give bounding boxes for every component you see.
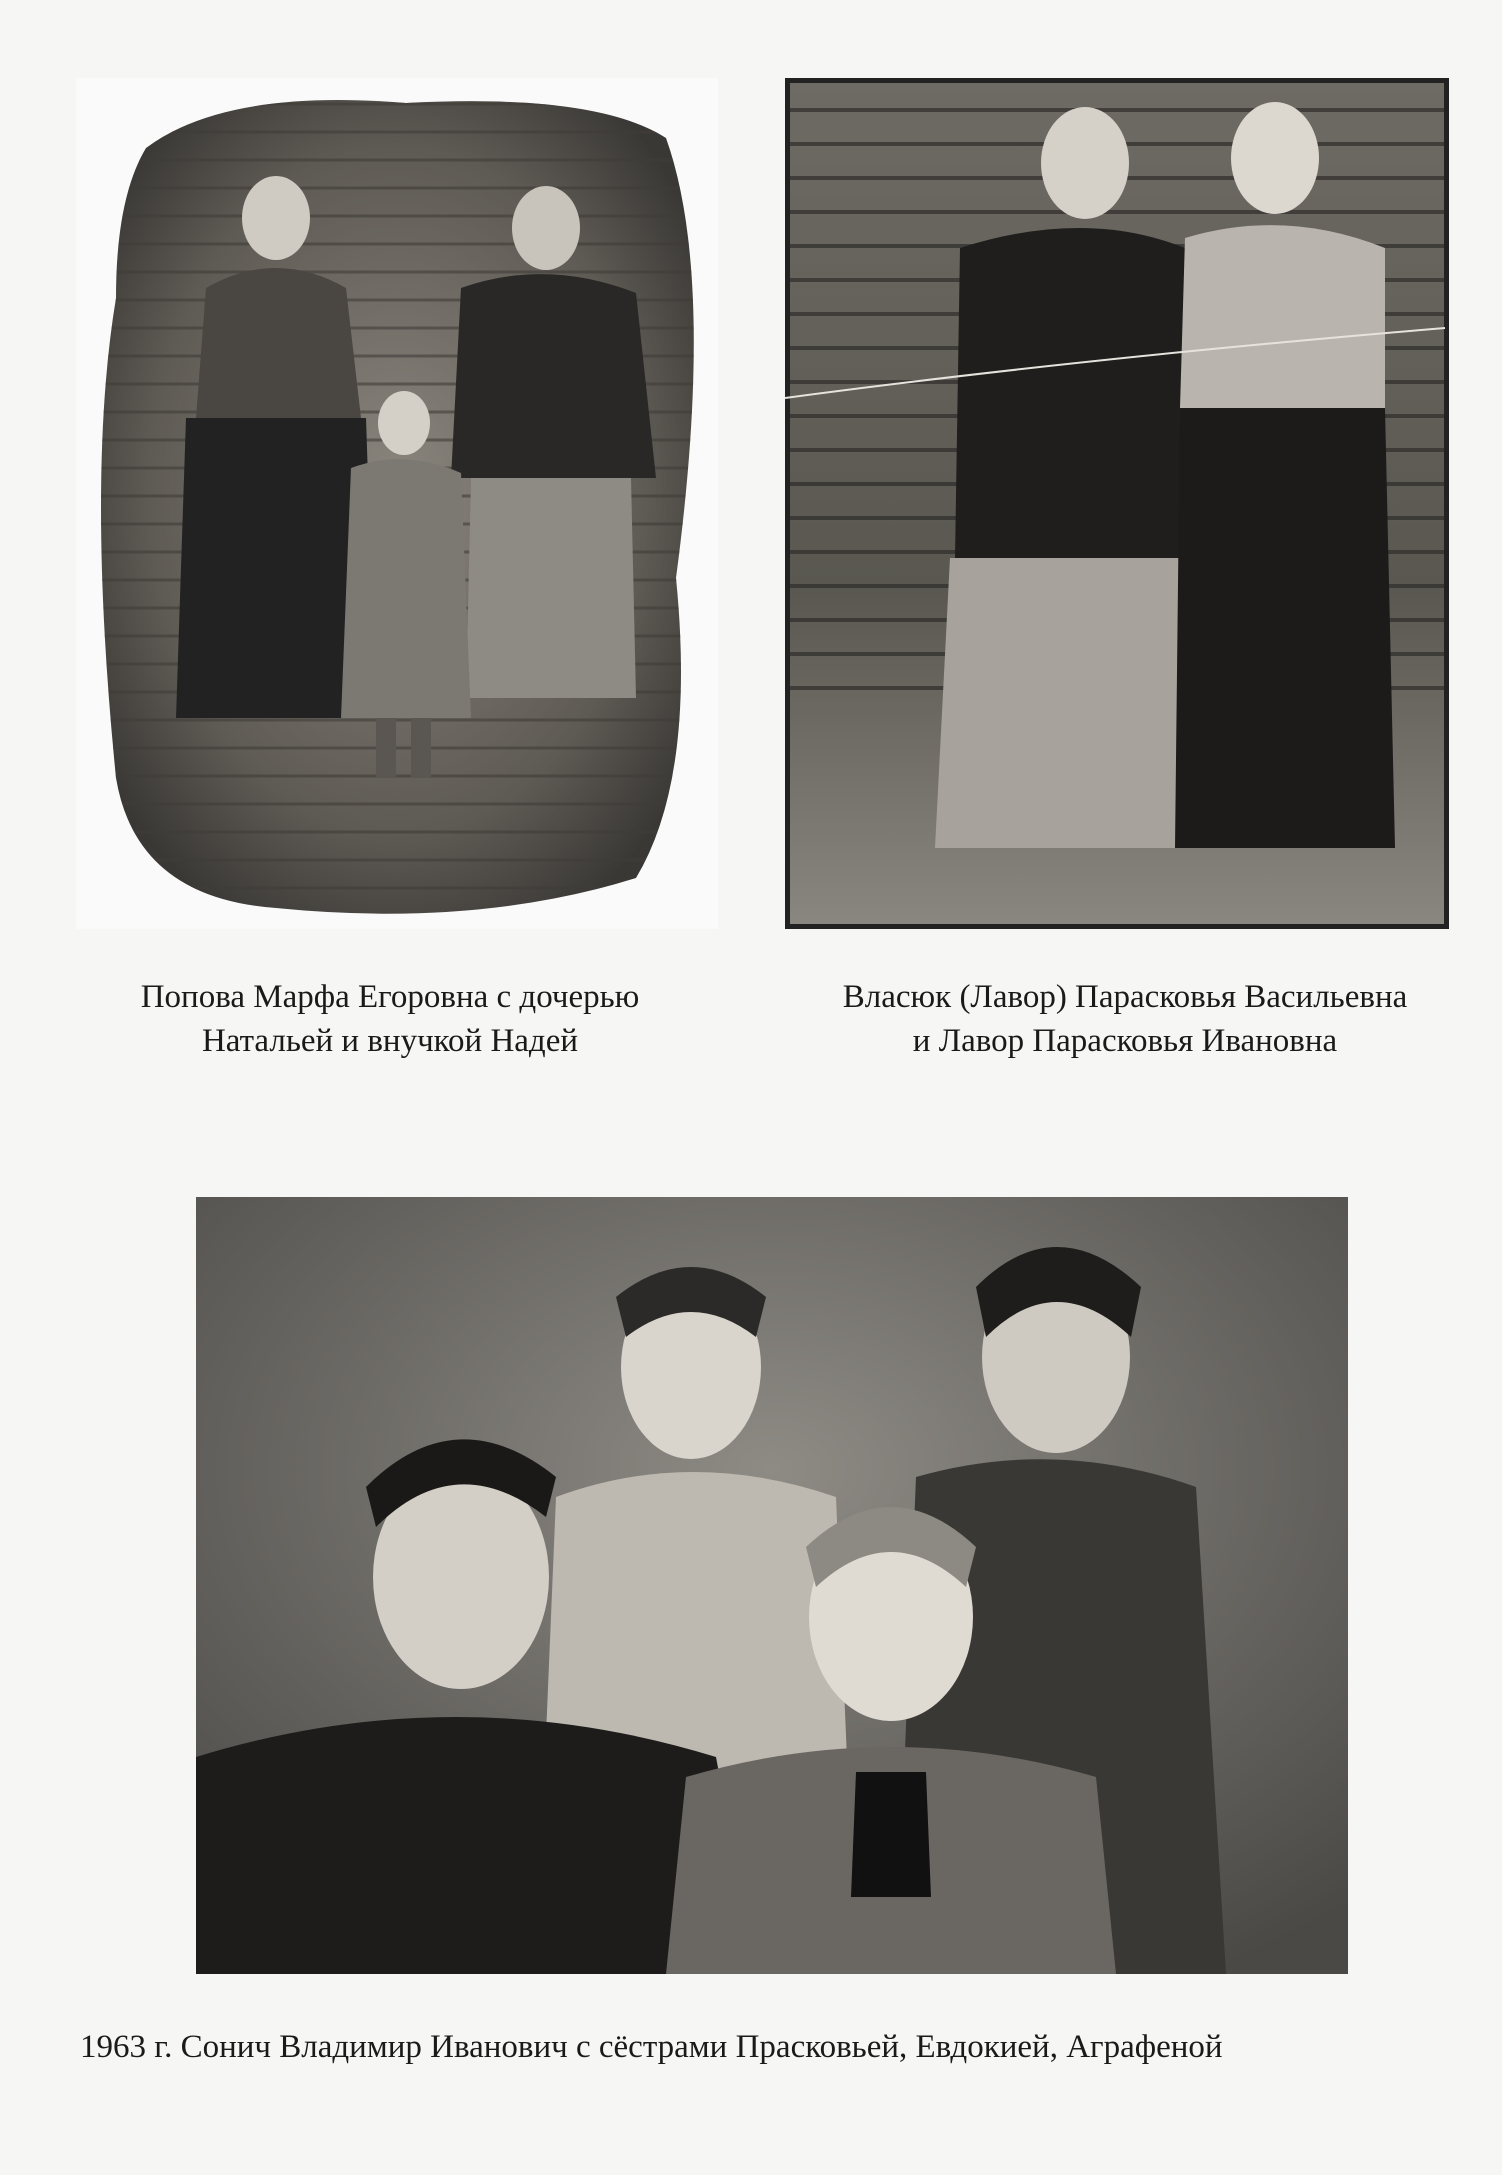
- caption-line: и Лавор Парасковья Ивановна: [912, 1023, 1338, 1059]
- caption-family-three: [70, 975, 710, 1063]
- caption-line: Натальей и внучкой Надей: [201, 1023, 579, 1059]
- photo-family-three-image: [76, 78, 718, 929]
- caption-two-women: [780, 975, 1470, 1063]
- photo-siblings-1963: [196, 1197, 1348, 1974]
- photo-two-women-image: [785, 78, 1449, 929]
- caption-siblings-1963: [70, 2025, 1480, 2069]
- caption-line: 1963 г. Сонич Владимир Иванович с сёстрами Прасковьей, Евдокией, Аграфеной: [80, 2029, 1223, 2065]
- caption-line: Власюк (Лавор) Парасковья Васильевна: [842, 979, 1408, 1015]
- photo-family-three: [76, 78, 718, 929]
- photo-siblings-1963-image: [196, 1197, 1348, 1974]
- caption-line: Попова Марфа Егоровна с дочерью: [140, 979, 640, 1015]
- photo-two-women: [785, 78, 1449, 929]
